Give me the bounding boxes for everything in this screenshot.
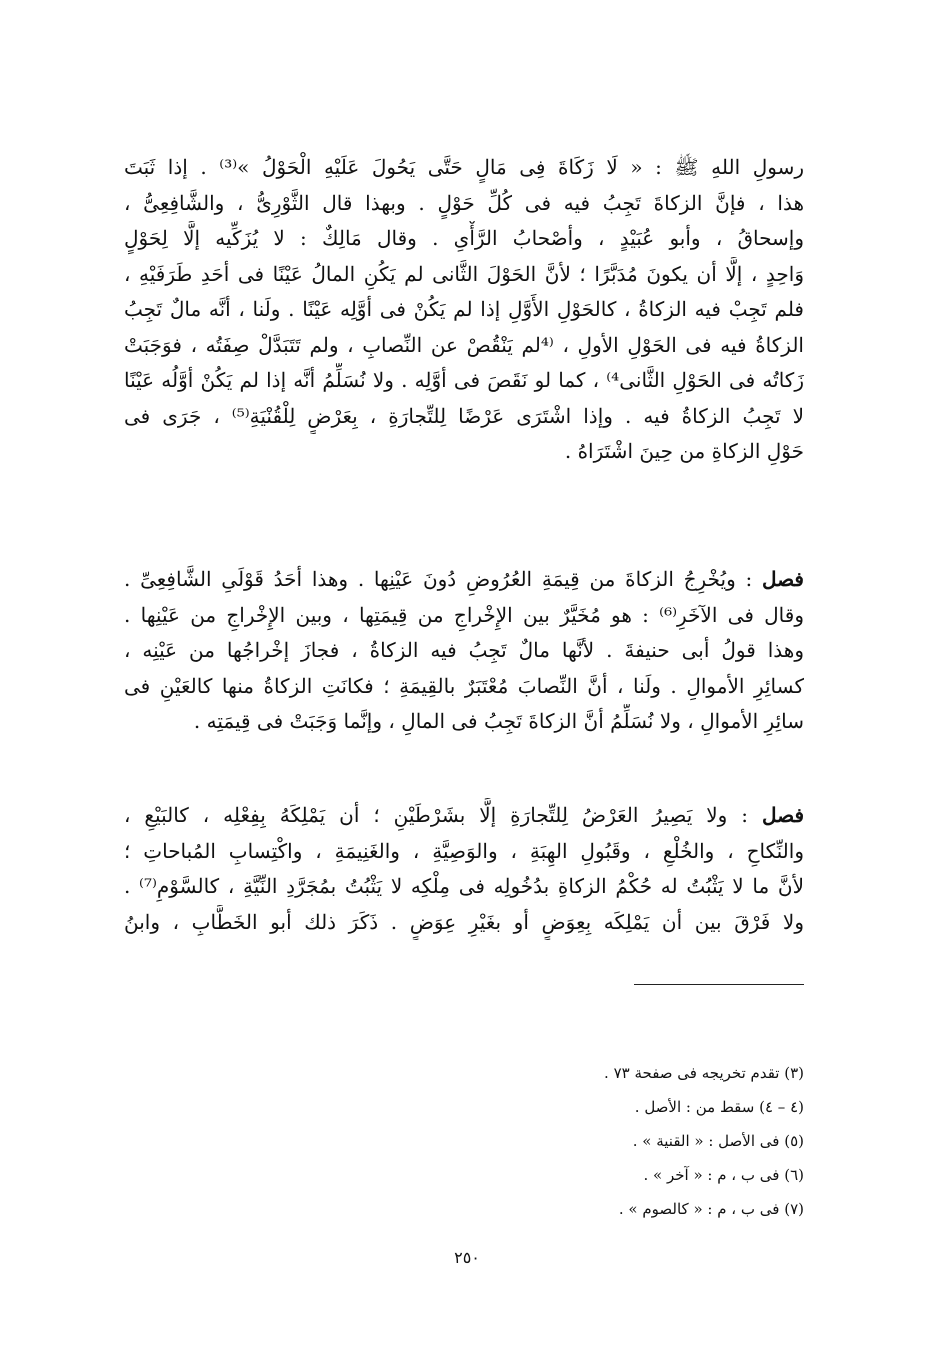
text-line: حَوْلِ الزكاةِ من حِينَ اشْتَرَاهُ . <box>564 439 804 463</box>
footnote: (٦) فى ب ، م : « آخر » . <box>643 1166 804 1184</box>
text-line: وقال فى الآخَرِ⁽⁶⁾ : هو مُخَيَّرٌ بين الإِخْراجِ من قِيمَتِها ، وبين الإِخْراجِ من عَيْنِها . <box>124 602 804 627</box>
text-line: فلم تَجِبْ فيه الزكاةُ ، كالحَوْلِ الأَوَّلِ إذا لم يَكُنْ فى أوَّلِه عَيْنًا . ولَنا ، أنَّه مالٌ تَجِبُ <box>124 297 804 321</box>
text-line: ولا فَرْقَ بين أن يَمْلِكَه بِعِوَضٍ أو بغَيْرِ عِوَضٍ . ذَكَرَ ذلك أبو الخَطَّابِ ، وابنُ <box>124 909 804 934</box>
text-span: : ولا يَصِيرُ العَرْضُ لِلتِّجارَةِ إلَّا بشَرْطَيْنِ ؛ أن يَمْلِكَهُ بِفِعْلِه ، كالبَيْعِ ، <box>124 803 749 827</box>
text-line: هذا ، فإنَّ الزكاةَ تَجِبُ فيه فى كُلِّ حَوْلٍ . وبهذا قال الثَّوْرِىُّ ، والشَّافِعِىُّ ، <box>124 190 804 215</box>
text-line: سائِرِ الأموالِ ، ولا نُسَلِّمُ أنَّ الزكاةَ تَجِبُ فى المالِ ، وإنَّما وَجَبَتْ فى قِيمَتِه . <box>193 709 804 733</box>
section-heading: فصل <box>761 567 804 591</box>
text-line: رسولِ اللهِ ﷺ : « لَا زَكَاةَ فِى مَالٍ حَتَّى يَحُولَ عَلَيْهِ الْحَوْلُ »⁽³⁾ . إذا ثَبَتَ <box>124 155 804 179</box>
footnote-divider <box>634 984 804 985</box>
section-heading: فصل <box>761 803 804 827</box>
footnote: (٥) فى الأصل : « القنية » . <box>632 1132 804 1150</box>
text-line: وهذا قولُ أبى حنيفةَ . لأنَّها مالٌ تَجِبُ فيه الزكاةُ ، فجازَ إخْراجُها من عَيْنِه ، <box>124 638 804 662</box>
footnotes <box>124 1056 804 1226</box>
footnote: (٧) فى ب ، م : « كالصوم » . <box>618 1200 804 1218</box>
text-line: لا تَجِبُ الزكاةُ فيه . وإذا اشْتَرَى عَرْضًا لِلتِّجارَةِ ، بِعَرْضٍ لِلْقُنْيَةِ⁽⁵⁾ ، جَرَى فى <box>124 403 804 428</box>
footnote: (٣) تقدم تخريجه فى صفحة ٧٣ . <box>604 1064 804 1082</box>
text-line: الزكاةُ فيه فى الحَوْلِ الأولِ ، ⁽⁴لم يَنْقُصْ عن النِّصابِ ، ولم تَتَبَدَّلْ صِفَتُه ، فوَجَبَتْ <box>124 332 804 357</box>
page-number: ٢٥٠ <box>454 1248 480 1267</box>
text-line <box>124 562 804 598</box>
text-span: : ويُخْرِجُ الزكاةَ من قِيمَةِ العُرُوضِ دُونَ عَيْنِها . وهذا أحَدُ قَوْلَىِ الشَّافِعِىِّ . <box>124 567 753 591</box>
text-line: كسائِرِ الأموالِ . ولَنا ، أنَّ النِّصابَ مُعْتَبَرٌ بالقِيمَةِ ؛ فكانَتِ الزكاةُ منها كالعَيْنِ فى <box>124 673 804 698</box>
paragraph-hawl <box>124 150 804 470</box>
footnote: (٤ – ٤) سقط من : الأصل . <box>634 1098 804 1116</box>
text-line: لأنَّ ما لا يَثْبُتُ له حُكْمُ الزكاةِ بدُخُولِه فى مِلْكِه لا يَثْبُتُ بمُجَرَّدِ النِّيَّةِ ، كالسَّوْمِ⁽⁷⁾ . <box>124 874 804 898</box>
text-line <box>124 798 804 834</box>
paragraph-fasl-arad <box>124 798 804 940</box>
text-line: والنِّكاحِ ، والخُلْعِ ، وقَبُولِ الهِبَةِ ، والوَصِيَّةِ ، والغَنِيمَةِ ، واكْتِسابِ المُباحاتِ ؛ <box>124 838 804 863</box>
paragraph-fasl-qima <box>124 562 804 740</box>
text-line: زَكاتُه فى الحَوْلِ الثَّانى⁴⁾ ، كما لو نَقَصَ فى أوَّلِه . ولا نُسَلِّمُ أنَّه إذا لم يَكُنْ أوَّلُه عَيْنًا <box>124 368 804 392</box>
text-line: وإسحاقُ ، وأبو عُبَيْدٍ ، وأصْحابُ الرَّأْىِ . وقال مَالِكٌ : لا يُزَكِّيه إلَّا لِحَوْلٍ <box>124 226 804 250</box>
text-line: وَاحِدٍ ، إلَّا أن يكونَ مُدَبَّرًا ؛ لأنَّ الحَوْلَ الثَّانى لم يَكُنِ المالُ عَيْنًا فى أحَدِ طَرَفَيْهِ ، <box>124 261 804 286</box>
